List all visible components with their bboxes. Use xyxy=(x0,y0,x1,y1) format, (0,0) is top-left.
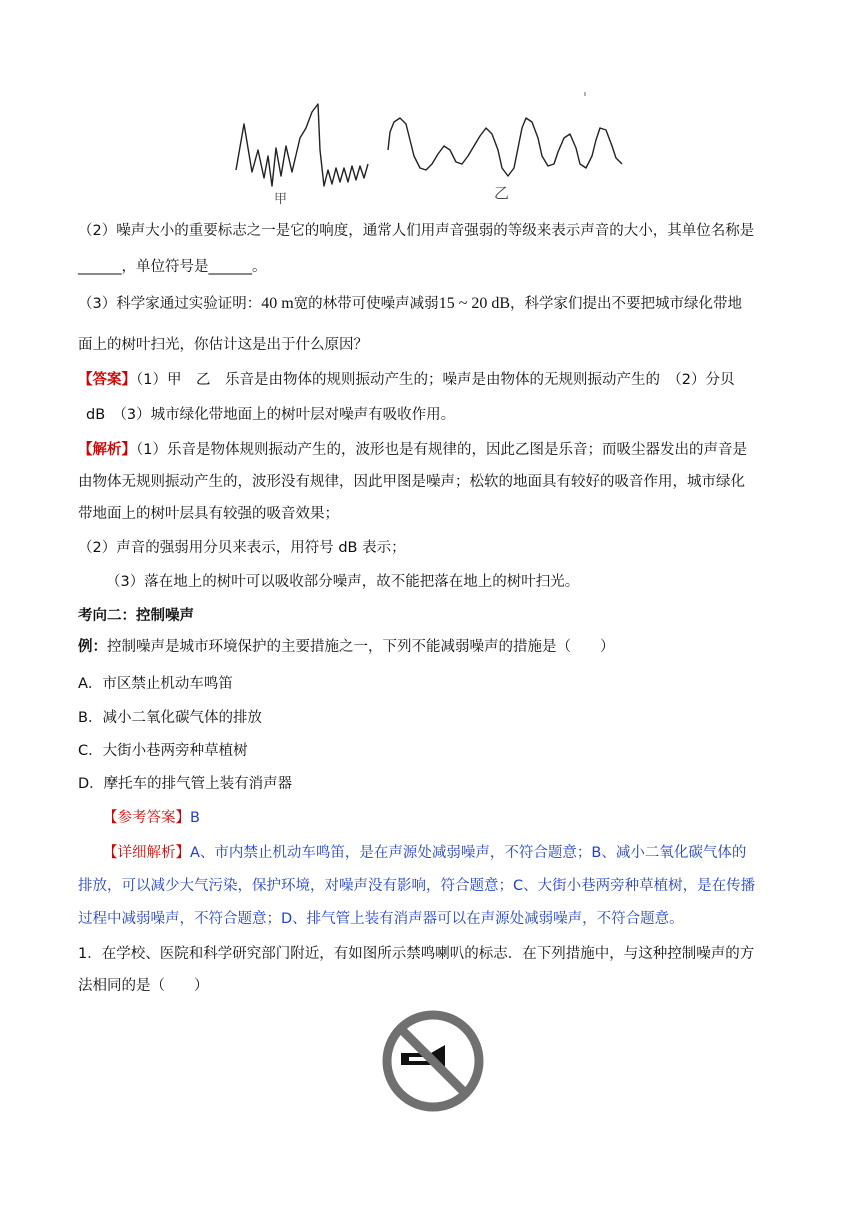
detail-line1 xyxy=(103,843,746,863)
analysis-line2: 由物体无规则振动产生的，波形没有规律，因此甲图是噪声；松软的地面具有较好的吸音作用，城市绿化 xyxy=(78,474,745,490)
detail-text1: A、市内禁止机动车鸣笛，是在声源处减弱噪声，不符合题意；B、减小二氧化碳气体的 xyxy=(190,845,747,861)
q3-line1 xyxy=(78,294,742,314)
q2-line1: （2）噪声大小的重要标志之一是它的响度，通常人们用声音强弱的等级来表示声音的大小，其单位名称是 xyxy=(78,223,755,239)
reference-answer xyxy=(103,808,200,828)
analysis-line1 xyxy=(78,440,747,460)
q3-width: 40 m xyxy=(261,295,294,312)
answer-tag: 【答案】 xyxy=(78,372,136,388)
section-title: 考向二：控制噪声 xyxy=(78,608,194,624)
detail-line3: 过程中减弱噪声，不符合题意；D、排气管上装有消声器可以在声源处减弱噪声，不符合题意。 xyxy=(78,911,684,927)
q3-pre: （3）科学家通过实验证明： xyxy=(78,296,262,312)
analysis-line3: 带地面上的树叶层具有较强的吸音效果； xyxy=(78,506,339,522)
waveform-figure xyxy=(0,0,860,220)
option-a: A．市区禁止机动车鸣笛 xyxy=(78,676,233,692)
option-d: D．摩托车的排气管上装有消声器 xyxy=(78,776,293,792)
option-c: C．大街小巷两旁种草植树 xyxy=(78,743,248,759)
analysis-line4: （2）声音的强弱用分贝来表示，用符号 dB 表示； xyxy=(78,540,406,556)
detail-line2: 排放，可以减少大气污染，保护环境，对噪声没有影响，符合题意；C、大街小巷两旁种草植树，是在传播 xyxy=(78,878,756,894)
reference-answer-value: B xyxy=(190,810,200,826)
analysis-text1: （1）乐音是物体规则振动产生的，波形也是有规律的，因此乙图是乐音；而吸尘器发出的声音是 xyxy=(136,442,747,458)
no-horn-sign-icon xyxy=(379,1007,489,1117)
figure-label-jia: 甲 xyxy=(274,192,288,207)
q1-line2: 法相同的是（ ） xyxy=(78,978,209,994)
analysis-line5: （3）落在地上的树叶可以吸收部分噪声，故不能把落在地上的树叶扫光。 xyxy=(106,574,580,590)
figure-label-yi: 乙 xyxy=(494,184,510,202)
q1-line1: 1．在学校、医院和科学研究部门附近，有如图所示禁鸣喇叭的标志．在下列措施中，与这种控制噪声的方 xyxy=(78,946,755,962)
q3-mid: 宽的林带可使噪声减弱 xyxy=(293,296,439,312)
q2-line2: ______，单位符号是______。 xyxy=(78,259,267,275)
example-question xyxy=(78,637,615,657)
q3-line2: 面上的树叶扫光，你估计这是出于什么原因？ xyxy=(78,337,368,353)
answer-line1 xyxy=(78,370,734,390)
noise-waveform xyxy=(236,104,368,186)
q3-post: ，科学家们提出不要把城市绿化带地 xyxy=(510,296,743,312)
answer-text1: （1）甲 乙 乐音是由物体的规则振动产生的；噪声是由物体的无规则振动产生的 （2）分贝 xyxy=(136,372,735,388)
answer-line2: dB （3）城市绿化带地面上的树叶层对噪声有吸收作用。 xyxy=(86,407,456,423)
reference-answer-tag: 【参考答案】 xyxy=(103,810,190,826)
option-b: B．减小二氧化碳气体的排放 xyxy=(78,710,262,726)
q3-range: 15 ~ 20 dB xyxy=(438,295,511,312)
detail-tag: 【详细解析】 xyxy=(103,845,190,861)
example-prefix: 例： xyxy=(78,639,107,655)
example-text: 控制噪声是城市环境保护的主要措施之一，下列不能减弱噪声的措施是（ ） xyxy=(107,639,615,655)
analysis-tag: 【解析】 xyxy=(78,442,136,458)
music-waveform xyxy=(388,118,622,176)
